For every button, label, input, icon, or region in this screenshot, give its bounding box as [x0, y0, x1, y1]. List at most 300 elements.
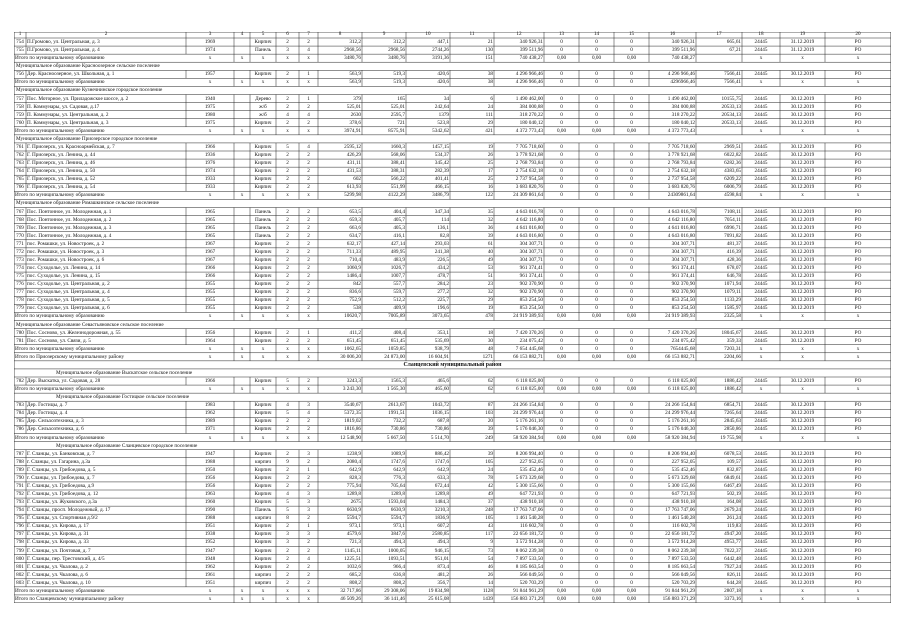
- subtotal-cell: 4 372 773,43: [667, 127, 695, 134]
- table-cell: 24445: [754, 466, 768, 473]
- table-cell: 39: [487, 232, 493, 239]
- table-cell: 0: [560, 547, 563, 554]
- subtotal-cell: x: [240, 386, 244, 393]
- table-cell: 62: [487, 378, 493, 384]
- table-cell: 2: [307, 152, 310, 158]
- table-cell: 642,9: [349, 466, 361, 473]
- subtotal-cell: x: [261, 386, 265, 393]
- table-cell: 481,37: [726, 240, 741, 247]
- subtotal-cell: 156 883 371,29: [662, 595, 695, 602]
- table-cell: 0: [560, 378, 563, 384]
- table-cell: 30.12.2019: [790, 216, 815, 223]
- table-cell: 0: [630, 297, 633, 304]
- table-cell: 73: [487, 547, 493, 554]
- table-cell: 0: [630, 273, 633, 280]
- table-cell: 2675: [350, 499, 361, 506]
- table-cell: 613,93: [346, 184, 361, 191]
- subtotal-label: Итого по муниципальному образованию: [15, 587, 105, 594]
- table-cell: 24445: [754, 402, 768, 409]
- table-cell: 24445: [754, 555, 768, 562]
- table-cell: 180 040,12: [671, 119, 695, 126]
- table-cell: 853 254,50: [519, 305, 543, 312]
- table-cell: 1026,7: [390, 265, 405, 271]
- table-cell: 836,6: [349, 289, 361, 296]
- table-cell: 1965: [204, 232, 216, 239]
- subtotal-cell: 465,60: [434, 386, 449, 393]
- subtotal-cell: 249: [485, 434, 493, 441]
- table-cell: РО: [854, 329, 862, 336]
- table-cell: 109,57: [726, 458, 741, 465]
- subtotal-cell: 30 006,20: [340, 353, 361, 360]
- table-cell: 538: [353, 305, 361, 312]
- subtotal-cell: 0: [560, 345, 563, 352]
- table-cell: 0: [595, 248, 598, 255]
- table-cell: 1947: [204, 450, 216, 457]
- table-cell: 766: [16, 184, 24, 191]
- subtotal-label: Итого по Приозерскому муниципальному району: [15, 353, 125, 360]
- subtotal-cell: 7203,31: [724, 345, 741, 352]
- table-cell: 795: [16, 515, 24, 522]
- subtotal-cell: x: [240, 587, 244, 594]
- table-cell: Дерево: [255, 95, 271, 102]
- table-cell: 2: [307, 579, 310, 586]
- table-cell: 1966: [204, 273, 216, 280]
- header-cell: 20: [855, 31, 861, 38]
- table-cell: 7927,24: [724, 563, 741, 570]
- table-cell: РО: [854, 216, 862, 223]
- table-cell: Кирпич: [254, 289, 272, 296]
- table-cell: 0: [560, 531, 563, 538]
- table-cell: 2679,24: [724, 507, 741, 514]
- table-cell: Дер. Красноозерное, ул. Школьная, д. 1: [27, 71, 115, 78]
- table-cell: 5 176 261,16: [667, 418, 695, 425]
- table-cell: 1585,97: [724, 305, 741, 312]
- subtotal-cell: 4 372 773,43: [515, 127, 543, 134]
- table-cell: 420,6: [437, 71, 449, 78]
- table-cell: 797: [16, 531, 24, 538]
- subtotal-cell: 24 919 389,93: [513, 313, 543, 320]
- table-cell: 7 705 718,60: [515, 143, 543, 150]
- table-cell: 82,8: [439, 232, 449, 239]
- table-cell: Г. Приозерск, ул. Ленина, д. 46: [27, 160, 96, 167]
- table-cell: 961 374,41: [519, 265, 543, 271]
- table-cell: РО: [854, 208, 862, 215]
- table-cell: 0: [560, 402, 563, 409]
- subtotal-cell: 4 296 966,46: [515, 79, 543, 86]
- table-cell: Кирпич: [254, 474, 272, 481]
- table-cell: 39: [487, 426, 493, 433]
- table-cell: 0: [630, 240, 633, 247]
- table-cell: 2: [307, 265, 310, 271]
- table-cell: 4: [286, 402, 289, 409]
- subtotal-cell: 4122,29: [388, 192, 405, 199]
- subtotal-cell: 0,00: [591, 127, 602, 134]
- table-cell: 800: [16, 555, 24, 562]
- table-cell: 1967: [204, 256, 216, 263]
- subtotal-cell: 58 920 384,94: [665, 434, 695, 441]
- subtotal-cell: 0,00: [591, 386, 602, 393]
- table-cell: 24445: [754, 474, 768, 481]
- table-cell: 345,42: [434, 160, 449, 167]
- table-cell: Кирпич: [254, 168, 272, 175]
- table-cell: 3 778 921,68: [667, 152, 695, 158]
- table-cell: 31.12.2019: [790, 39, 815, 45]
- table-cell: 2: [307, 482, 310, 489]
- table-cell: 30.12.2019: [790, 160, 815, 167]
- table-cell: 0: [560, 458, 563, 465]
- table-cell: 0: [630, 119, 633, 126]
- table-cell: Кирпич: [254, 466, 272, 473]
- table-cell: 873,4: [437, 563, 449, 570]
- subtotal-cell: 1128: [482, 587, 493, 594]
- table-cell: 24445: [754, 119, 768, 126]
- table-cell: 0: [595, 119, 598, 126]
- subtotal-cell: x: [240, 434, 244, 441]
- table-cell: 902 370,90: [519, 289, 543, 296]
- table-cell: 24445: [754, 579, 768, 586]
- table-cell: 340 926,31: [671, 39, 695, 45]
- table-cell: 2: [286, 450, 289, 457]
- table-cell: 0: [630, 289, 633, 296]
- table-cell: 136,1: [437, 224, 449, 231]
- table-cell: 384 000,88: [519, 103, 543, 110]
- table-cell: 0: [595, 426, 598, 433]
- table-cell: Г. Сланцы, ул. Чкалова, д. 6: [27, 571, 88, 578]
- table-cell: 87: [487, 402, 493, 409]
- subtotal-cell: x: [759, 313, 763, 320]
- table-cell: 780: [16, 329, 24, 336]
- subtotal-cell: 24 873,00: [384, 353, 405, 360]
- table-cell: 30.12.2019: [790, 281, 815, 288]
- table-cell: 24445: [754, 39, 768, 45]
- municipality-heading: Муниципальное образование Выскатское сельское поселение: [56, 369, 193, 376]
- table-cell: 304 307,71: [671, 248, 695, 255]
- table-cell: 784: [16, 410, 24, 417]
- table-cell: 24445: [754, 563, 768, 570]
- table-cell: Кирпич: [254, 248, 272, 255]
- table-cell: 973,1: [349, 523, 361, 530]
- table-cell: 24445: [754, 208, 768, 215]
- table-cell: 1962: [204, 410, 216, 417]
- subtotal-cell: 0,00: [556, 386, 567, 393]
- table-cell: 5 176 046,30: [667, 426, 695, 433]
- table-cell: 0: [560, 507, 563, 514]
- table-cell: Г. Приозерск, ул. Ленина, д. 44: [27, 152, 96, 158]
- table-cell: 282,39: [434, 168, 449, 175]
- table-cell: 0: [595, 224, 598, 231]
- table-cell: 24445: [754, 240, 768, 247]
- subtotal-cell: x: [759, 386, 763, 393]
- table-cell: 6467,49: [724, 482, 741, 489]
- table-cell: 1: [307, 523, 310, 530]
- table-cell: РО: [854, 418, 862, 425]
- table-cell: Кирпич: [254, 265, 272, 271]
- table-cell: 24445: [754, 103, 768, 110]
- table-cell: Г. Сланцы, ул. Спортивная д.9/2: [27, 515, 98, 522]
- subtotal-cell: x: [286, 353, 289, 360]
- table-cell: 776,3: [393, 474, 405, 481]
- subtotal-cell: x: [307, 345, 310, 352]
- table-cell: 30.12.2019: [790, 563, 815, 570]
- table-cell: 1956: [204, 474, 216, 481]
- subtotal-cell: 25 615,08: [428, 595, 449, 602]
- table-cell: 2: [286, 289, 289, 296]
- table-cell: 24445: [754, 539, 768, 546]
- table-cell: 642,9: [393, 466, 405, 473]
- table-cell: 0: [595, 450, 598, 457]
- table-cell: Г. Сланцы, ул. Банковская, д. 7: [27, 450, 95, 457]
- subtotal-cell: x: [240, 345, 244, 352]
- subtotal-cell: x: [286, 79, 289, 86]
- subtotal-cell: x: [307, 127, 310, 134]
- table-cell: 431,53: [346, 168, 361, 175]
- table-cell: Кирпич: [254, 555, 272, 562]
- table-cell: 0: [630, 248, 633, 255]
- table-cell: 6 118 025,00: [515, 378, 543, 384]
- table-cell: 7022,37: [724, 547, 741, 554]
- table-cell: 1565,3: [390, 378, 405, 384]
- table-cell: Кирпич: [254, 39, 272, 45]
- table-cell: 799: [16, 547, 24, 554]
- table-cell: 24445: [754, 515, 768, 522]
- table-cell: 796: [16, 523, 24, 530]
- table-cell: 2 768 793,84: [515, 160, 543, 167]
- table-cell: 2: [307, 474, 310, 481]
- subtotal-label: Итого по Сланцевскому муниципальному району: [15, 595, 125, 602]
- table-cell: 2: [286, 426, 289, 433]
- table-cell: 1225,51: [344, 555, 361, 562]
- table-cell: кирпич: [254, 458, 272, 465]
- table-cell: 3: [307, 402, 310, 409]
- table-cell: 711,33: [346, 248, 361, 255]
- table-cell: 1936: [204, 152, 216, 158]
- table-cell: 1960: [204, 499, 216, 506]
- table-cell: 1950: [204, 466, 216, 473]
- table-cell: 0: [630, 418, 633, 425]
- table-cell: Кирпич: [254, 547, 272, 554]
- table-cell: 783: [16, 402, 24, 409]
- table-cell: 67,21: [729, 47, 741, 54]
- table-cell: 30.12.2019: [790, 499, 815, 506]
- table-cell: РО: [854, 232, 862, 239]
- table-cell: 7 897 533,50: [667, 555, 695, 562]
- table-cell: 4 641 016,80: [667, 224, 695, 231]
- table-cell: 318 270,22: [671, 111, 695, 118]
- table-cell: 30.12.2019: [790, 273, 815, 280]
- table-cell: 180 040,12: [519, 119, 543, 126]
- table-cell: 2744,26: [432, 47, 449, 54]
- table-cell: 4 643 016,80: [667, 232, 695, 239]
- table-cell: 0: [560, 491, 563, 497]
- subtotal-cell: 122: [485, 192, 493, 199]
- table-cell: РО: [854, 547, 862, 554]
- table-cell: 30.12.2019: [790, 71, 815, 78]
- table-cell: 17 763 747,06: [513, 507, 543, 514]
- table-cell: П. Коммунары, ул. Центральная, д. 2: [27, 111, 109, 118]
- subtotal-label: Итого по муниципальному образованию: [15, 55, 105, 62]
- subtotal-cell: 5342,62: [432, 127, 449, 134]
- table-cell: 1969: [204, 39, 216, 45]
- table-cell: 378,6: [349, 119, 361, 126]
- table-cell: 647 721,93: [519, 491, 543, 497]
- table-cell: пос. Ромашки, ул. Новостроек, д. 3: [27, 248, 105, 255]
- table-cell: Кирпич: [254, 119, 272, 126]
- table-cell: 30.12.2019: [790, 208, 815, 215]
- table-cell: РО: [854, 184, 862, 191]
- header-cell: 18: [758, 31, 764, 38]
- subtotal-cell: 5299,98: [344, 192, 361, 199]
- table-cell: 1947: [204, 547, 216, 554]
- table-cell: 1956: [204, 482, 216, 489]
- table-cell: 24 299 976,44: [513, 410, 543, 417]
- subtotal-cell: x: [261, 434, 265, 441]
- table-cell: 0: [630, 458, 633, 465]
- table-cell: 5 673 329,68: [515, 474, 543, 481]
- table-cell: 0: [595, 297, 598, 304]
- table-cell: 1886,42: [724, 378, 741, 384]
- table-cell: 4: [286, 111, 289, 118]
- table-cell: 0: [630, 176, 633, 183]
- subtotal-cell: 0,00: [556, 587, 567, 594]
- table-cell: 4 642 116,80: [515, 216, 543, 223]
- subtotal-cell: x: [208, 127, 212, 134]
- table-cell: пос. Суходолье, ул. Центральная, д. 6: [27, 305, 110, 312]
- table-cell: 3 778 921,68: [515, 152, 543, 158]
- table-cell: 0: [595, 273, 598, 280]
- table-cell: 117: [485, 531, 493, 538]
- table-cell: 434,2: [437, 265, 449, 271]
- table-cell: 2 754 632,18: [667, 168, 695, 175]
- subtotal-cell: 740 438,27: [519, 55, 543, 62]
- table-cell: РО: [854, 103, 862, 110]
- table-cell: 0: [630, 466, 633, 473]
- table-cell: 902 370,90: [519, 281, 543, 288]
- table-cell: 520 703,29: [519, 579, 543, 586]
- table-cell: 61: [487, 240, 493, 247]
- table-cell: 22 656 181,72: [513, 531, 543, 538]
- table-cell: 5: [286, 378, 289, 384]
- table-cell: 5 300 155,66: [515, 482, 543, 489]
- table-cell: 30.12.2019: [790, 426, 815, 433]
- table-cell: 30.12.2019: [790, 507, 815, 514]
- table-cell: 111: [485, 111, 493, 118]
- table-cell: 1: [307, 329, 310, 336]
- table-cell: 0: [595, 499, 598, 506]
- table-cell: 778: [16, 297, 24, 304]
- table-cell: П. Коммунары, ул. Садовая, д.17: [27, 103, 100, 110]
- table-cell: Панель: [254, 232, 272, 239]
- table-cell: 225,7: [437, 297, 449, 304]
- table-cell: Г. Сланцы, ул. Почтовая, д. 7: [27, 547, 91, 554]
- table-cell: 0: [630, 184, 633, 191]
- table-cell: 379: [353, 95, 361, 102]
- table-cell: 1966: [204, 378, 216, 384]
- table-cell: 0: [560, 474, 563, 481]
- table-cell: Дер. Сельхозтехника, д. 6: [27, 426, 84, 433]
- table-cell: 633,3: [437, 474, 449, 481]
- table-cell: 8 206 994,40: [667, 450, 695, 457]
- table-cell: 24445: [754, 297, 768, 304]
- table-cell: 792: [16, 491, 24, 497]
- table-cell: 794: [16, 507, 24, 514]
- table-cell: 0: [560, 216, 563, 223]
- table-cell: 853 254,50: [671, 305, 695, 312]
- header-cell: 15: [628, 31, 635, 38]
- table-cell: 1133,29: [724, 297, 741, 304]
- municipality-heading: Муниципальное образование Приозерское городское поселение: [16, 135, 158, 142]
- table-cell: 17: [487, 168, 493, 175]
- table-cell: 24445: [754, 523, 768, 530]
- table-cell: 730,86: [434, 426, 449, 433]
- table-cell: 0: [595, 184, 598, 191]
- table-cell: 36: [487, 224, 493, 231]
- table-cell: 8 185 663,54: [515, 563, 543, 570]
- table-cell: 0: [630, 152, 633, 158]
- table-cell: 0: [560, 184, 563, 191]
- table-cell: Кирпич: [254, 337, 272, 344]
- table-cell: 399 511,96: [671, 47, 695, 54]
- subtotal-cell: 2807,18: [724, 587, 741, 594]
- table-cell: 2595,7: [390, 111, 405, 118]
- subtotal-cell: x: [208, 345, 212, 352]
- table-cell: 1933: [204, 184, 216, 191]
- table-cell: 312,2: [349, 39, 361, 45]
- table-cell: Панель: [254, 208, 272, 215]
- subtotal-cell: 0,00: [591, 55, 602, 62]
- table-cell: 0: [595, 410, 598, 417]
- subtotal-label: Итого по муниципальному образованию: [15, 434, 105, 441]
- table-cell: 774: [16, 265, 24, 271]
- table-cell: Дер. Выскатка, ул. Садовая, д. 28: [27, 378, 101, 384]
- subtotal-cell: 0,00: [556, 353, 567, 360]
- table-cell: РО: [854, 563, 862, 570]
- table-cell: 2: [307, 119, 310, 126]
- table-cell: 30.12.2019: [790, 458, 815, 465]
- table-cell: 1060,9: [346, 265, 361, 271]
- table-cell: П.Громово, ул. Центральная, д. 3: [27, 39, 100, 45]
- table-cell: 6630,9: [346, 507, 361, 514]
- table-cell: 0: [560, 176, 563, 183]
- table-cell: 30.12.2019: [790, 265, 815, 271]
- table-cell: 2: [286, 95, 289, 102]
- district-heading: Сланцевский муниципальный район: [403, 361, 502, 368]
- table-cell: 557,7: [393, 281, 405, 288]
- subtotal-cell: 3486,79: [432, 192, 449, 199]
- table-cell: 24445: [754, 184, 768, 191]
- table-cell: 0: [560, 426, 563, 433]
- subtotal-cell: 1271: [482, 353, 493, 360]
- table-cell: 826,11: [726, 571, 741, 578]
- table-cell: 0: [595, 466, 598, 473]
- table-cell: 24445: [754, 378, 768, 384]
- header-cell: 7: [307, 31, 310, 38]
- subtotal-cell: 66 153 882,71: [513, 353, 543, 360]
- table-cell: 803: [16, 579, 24, 586]
- table-cell: 2968,56: [388, 47, 405, 54]
- table-cell: 438 910,18: [671, 499, 695, 506]
- table-cell: 0: [560, 47, 563, 54]
- subtotal-cell: x: [759, 595, 763, 602]
- table-cell: 1976: [204, 160, 216, 167]
- subtotal-cell: x: [759, 55, 763, 62]
- table-cell: Кирпич: [254, 426, 272, 433]
- table-cell: 563,9: [349, 71, 361, 78]
- table-cell: 1952: [204, 539, 216, 546]
- table-cell: 1990: [204, 507, 216, 514]
- table-cell: 227 952,05: [519, 458, 543, 465]
- table-cell: 30.12.2019: [790, 539, 815, 546]
- table-cell: 30.12.2019: [790, 491, 815, 497]
